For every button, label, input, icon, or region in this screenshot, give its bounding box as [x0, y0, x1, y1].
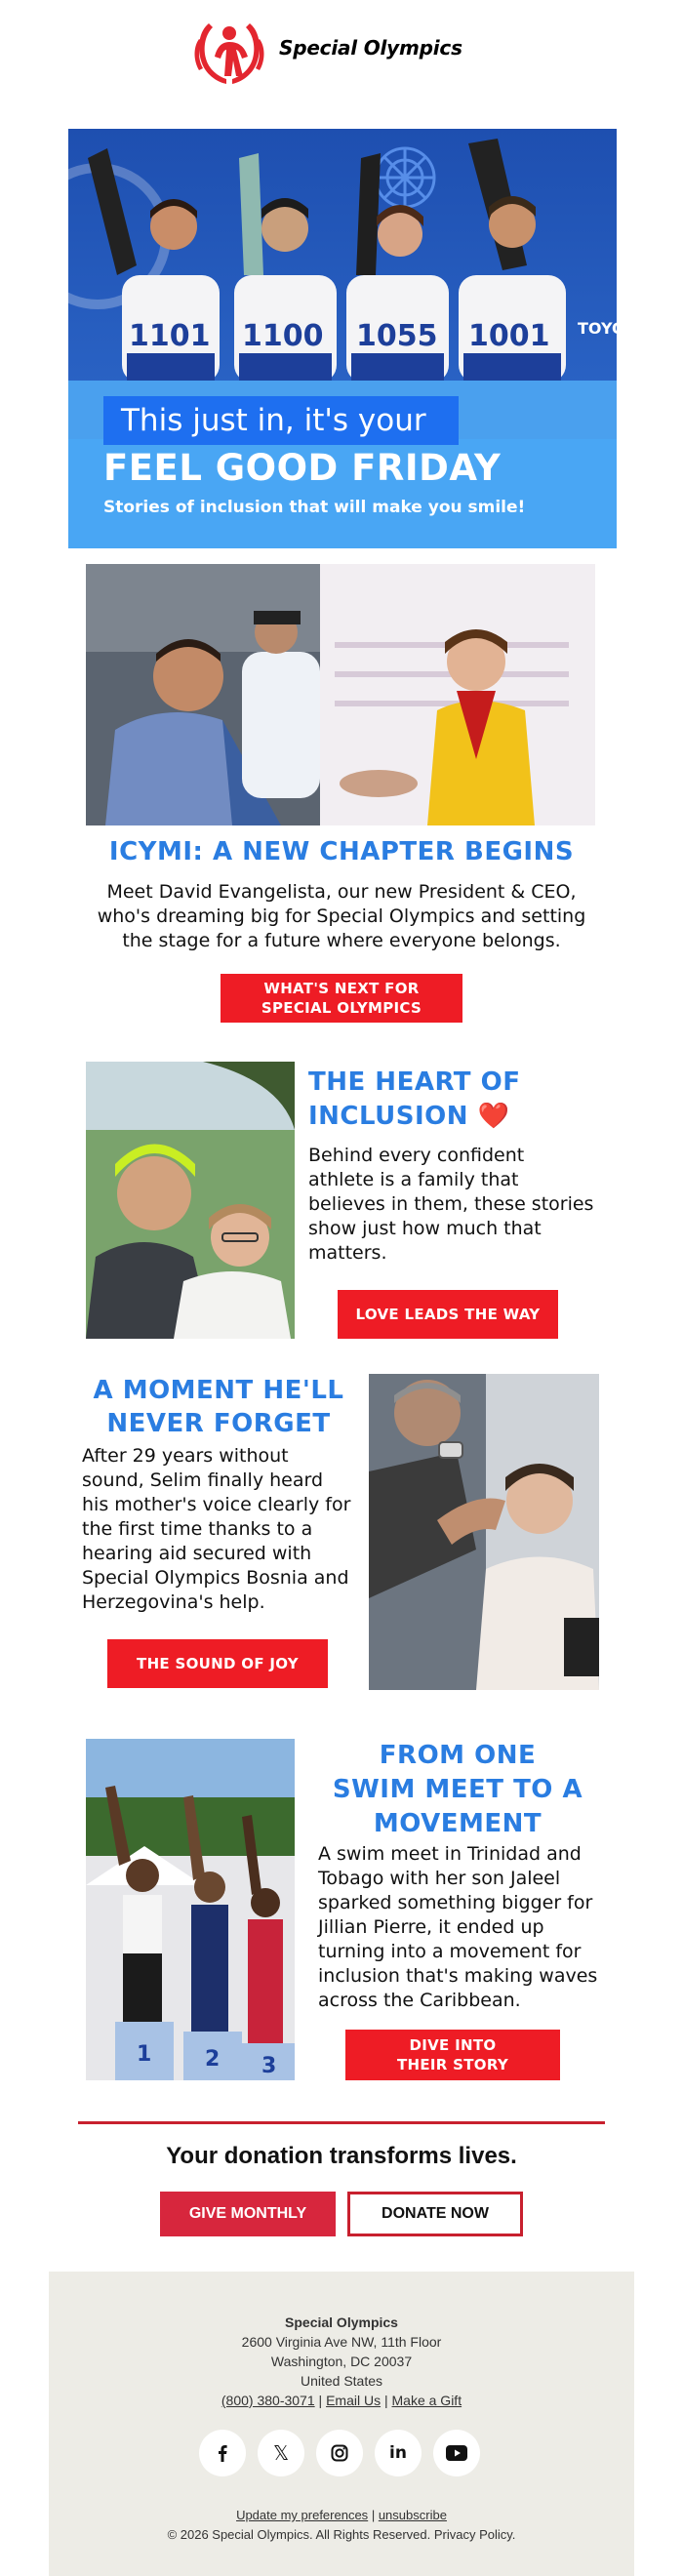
footer-preferences: Update my preferences | unsubscribe — [236, 2508, 447, 2522]
whats-next-button[interactable]: WHAT'S NEXT FOR SPECIAL OLYMPICS — [221, 974, 462, 1023]
dive-into-story-button[interactable]: DIVE INTO THEIR STORY — [345, 2030, 560, 2080]
email-footer — [49, 2272, 634, 2576]
podium-number: 2 — [205, 2047, 221, 2072]
bib-number: 1001 — [468, 319, 550, 353]
hero-subtitle: Stories of inclusion that will make you smile! — [103, 498, 526, 517]
story3-hearing-aid-photo[interactable] — [369, 1374, 599, 1690]
donate-now-button[interactable]: DONATE NOW — [347, 2192, 523, 2236]
section-divider — [78, 2121, 605, 2124]
story1-handshake-photo[interactable] — [86, 564, 595, 825]
footer-address-line2: Washington, DC 20037 — [270, 2354, 413, 2369]
story3-title: A MOMENT HE'LL NEVER FORGET — [93, 1376, 344, 1438]
bib-number: 1055 — [356, 319, 438, 353]
footer-org-name: Special Olympics — [285, 2314, 398, 2330]
sponsor-banner: TOYOTA — [578, 319, 647, 338]
story4-podium-photo[interactable] — [86, 1739, 295, 2080]
love-leads-the-way-button[interactable]: LOVE LEADS THE WAY — [338, 1290, 558, 1339]
sound-of-joy-button[interactable]: THE SOUND OF JOY — [107, 1639, 328, 1688]
special-olympics-logo-icon — [191, 18, 267, 94]
story2-title: THE HEART OF INCLUSION ❤️ — [308, 1067, 521, 1131]
youtube-icon[interactable] — [433, 2430, 480, 2476]
story1-title: ICYMI: A NEW CHAPTER BEGINS — [108, 837, 575, 866]
facebook-icon[interactable] — [199, 2430, 246, 2476]
bib-number: 1100 — [242, 319, 324, 353]
footer-contact-links: (800) 380-3071 | Email Us | Make a Gift — [221, 2393, 462, 2408]
make-a-gift-link[interactable]: Make a Gift — [391, 2393, 462, 2408]
bib-number: 1101 — [129, 319, 211, 353]
donation-title: Your donation transforms lives. — [166, 2143, 517, 2169]
story4-title: FROM ONE SWIM MEET TO A MOVEMENT — [332, 1741, 583, 1838]
footer-address-line1: 2600 Virginia Ave NW, 11th Floor — [241, 2334, 442, 2350]
brand-wordmark: Special Olympics — [279, 36, 462, 60]
footer-country: United States — [300, 2373, 383, 2389]
email-us-link[interactable]: Email Us — [326, 2393, 382, 2408]
story2-body: Behind every confident athlete is a family that believes in them, these stories show just how much that matters. — [308, 1145, 594, 1264]
hero-banner[interactable] — [68, 129, 647, 548]
podium-number: 1 — [137, 2042, 152, 2067]
instagram-icon[interactable] — [316, 2430, 363, 2476]
story1-body: Meet David Evangelista, our new President & CEO, who's dreaming big for Special Olympics and setting the stage for a future where everyone belongs. — [97, 881, 586, 951]
update-preferences-link[interactable]: Update my preferences — [236, 2508, 369, 2522]
footer-copyright: © 2026 Special Olympics. All Rights Reserved. Privacy Policy. — [167, 2527, 516, 2542]
hero-title: FEEL GOOD FRIDAY — [103, 447, 502, 489]
give-monthly-button[interactable]: GIVE MONTHLY — [160, 2192, 336, 2236]
x-icon[interactable]: 𝕏 — [258, 2430, 304, 2476]
phone-link[interactable]: (800) 380-3071 — [221, 2393, 315, 2408]
hero-athletes-photo — [68, 129, 647, 439]
email-header — [0, 0, 683, 107]
story4-body: A swim meet in Trinidad and Tobago with her son Jaleel sparked something bigger for Jillian Pierre, it ended up turning into a movement for inclusion that's making waves across the Caribbean. — [318, 1843, 598, 2011]
podium-number: 3 — [261, 2054, 277, 2078]
hero-tagline: This just in, it's your — [103, 396, 459, 445]
story3-body: After 29 years without sound, Selim finally heard his mother's voice clearly for the first time thanks to a hearing aid secured with Special Olympics Bosnia and Herzegovina's help. — [82, 1445, 351, 1613]
linkedin-icon[interactable]: in — [375, 2430, 422, 2476]
unsubscribe-link[interactable]: unsubscribe — [378, 2508, 447, 2522]
story2-mother-son-photo[interactable] — [86, 1062, 295, 1339]
